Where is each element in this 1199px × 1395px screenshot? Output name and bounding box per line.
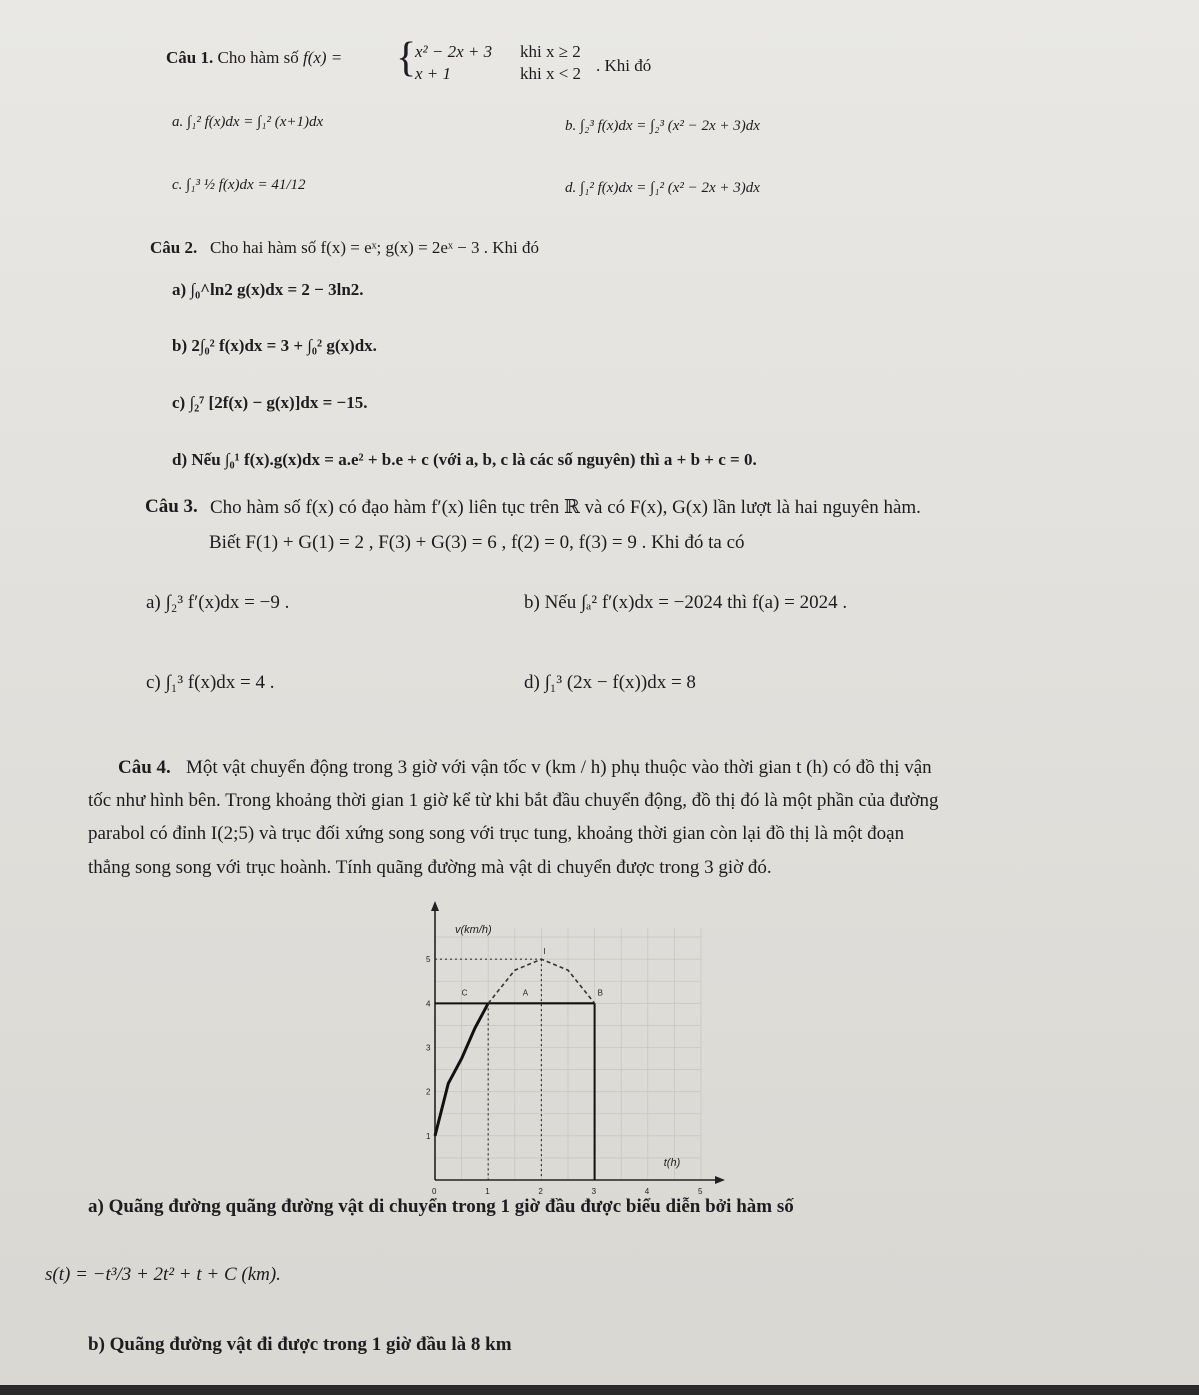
q4-line1-text: Một vật chuyển động trong 3 giờ với vận tốc v (km / h) phụ thuộc vào thời gian t (h) có đồ thị vận <box>186 757 932 778</box>
q2-stem <box>150 238 197 258</box>
y-tick-label: 3 <box>426 1043 431 1053</box>
velocity-chart <box>400 895 730 1210</box>
y-tick-label: 1 <box>426 1131 431 1141</box>
y-tick-label: 5 <box>426 955 431 965</box>
q2-title: Câu 2. <box>150 238 198 257</box>
q3-stem2: Biết F(1) + G(1) = 2 , F(3) + G(3) = 6 , f(2) = 0, f(3) = 9 . Khi đó ta có <box>209 532 745 553</box>
q4-option-a2: s(t) = −t³/3 + 2t² + t + C (km). <box>45 1264 281 1285</box>
point-label-C: C <box>461 988 468 998</box>
q1-option-c: c. ∫₁³ ½ f(x)dx = 41/12 <box>172 177 306 193</box>
q2-option-d: d) Nếu ∫₀¹ f(x).g(x)dx = a.e² + b.e + c (với a, b, c là các số nguyên) thì a + b + c = 0. <box>172 450 757 469</box>
chart-axes <box>431 901 725 1184</box>
q2-option-c: c) ∫₂⁷ [2f(x) − g(x)]dx = −15. <box>172 393 368 412</box>
x-tick-label: 3 <box>591 1187 597 1196</box>
q1-stem-suffix: . Khi đó <box>596 56 652 75</box>
q1-fx: f(x) = <box>302 48 343 67</box>
q4-line1 <box>118 757 171 779</box>
y-axis-arrow <box>431 901 439 911</box>
q1-brace: { <box>396 35 417 81</box>
y-axis-label: v(km/h) <box>455 924 492 936</box>
point-label-A: A <box>522 988 529 998</box>
x-tick-label: 0 <box>432 1187 437 1196</box>
q2-option-b: b) 2∫₀² f(x)dx = 3 + ∫₀² g(x)dx. <box>172 336 377 355</box>
q1-case1-expr: x² − 2x + 3 <box>415 42 493 61</box>
q3-title: Câu 3. <box>145 496 198 517</box>
point-label-B: B <box>597 988 603 998</box>
q1-option-b: b. ∫₂³ f(x)dx = ∫₂³ (x² − 2x + 3)dx <box>565 118 760 134</box>
x-axis-label: t(h) <box>663 1157 681 1169</box>
q2-stem-text: Cho hai hàm số f(x) = eˣ; g(x) = 2eˣ − 3 . Khi đó <box>210 238 539 257</box>
x-tick-label: 1 <box>485 1187 490 1196</box>
x-tick-label: 5 <box>698 1187 703 1196</box>
point-label-I: I <box>543 947 546 957</box>
q2-option-a: a) ∫₀^ln2 g(x)dx = 2 − 3ln2. <box>172 280 364 299</box>
x-axis-arrow <box>715 1176 725 1184</box>
q1-option-a: a. ∫₁² f(x)dx = ∫₁² (x+1)dx <box>172 114 324 130</box>
q4-title: Câu 4. <box>118 757 171 778</box>
q1-option-d: d. ∫₁² f(x)dx = ∫₁² (x² − 2x + 3)dx <box>565 180 760 196</box>
x-tick-label: 4 <box>644 1187 650 1196</box>
q3-option-a: a) ∫₂³ f′(x)dx = −9 . <box>146 592 290 613</box>
q4-line3: parabol có đỉnh I(2;5) và trục đối xứng song song với trục tung, khoảng thời gian còn lại đồ thị là một đoạn <box>88 823 905 844</box>
q3-option-c: c) ∫₁³ f(x)dx = 4 . <box>146 672 275 693</box>
q1-stem-prefix: Cho hàm số <box>217 48 299 67</box>
y-tick-label: 4 <box>426 999 431 1009</box>
q4-line4: thẳng song song với trục hoành. Tính quãng đường mà vật di chuyển được trong 3 giờ đó. <box>88 857 772 878</box>
q3-option-d: d) ∫₁³ (2x − f(x))dx = 8 <box>524 672 696 693</box>
q3-stem <box>145 496 198 518</box>
q4-line2: tốc như hình bên. Trong khoảng thời gian 1 giờ kể từ khi bắt đầu chuyển động, đồ thị đó là một phần của đường <box>88 790 939 811</box>
q1-stem <box>166 48 342 68</box>
q1-case1-cond: khi x ≥ 2 <box>520 42 581 61</box>
q3-option-b: b) Nếu ∫ₐ² f′(x)dx = −2024 thì f(a) = 2024 . <box>524 592 848 613</box>
chart-labels <box>426 924 703 1196</box>
q3-stem-text: Cho hàm số f(x) có đạo hàm f′(x) liên tục trên ℝ và có F(x), G(x) lần lượt là hai nguyên hàm. <box>210 497 921 518</box>
bottom-edge <box>0 1385 1199 1395</box>
q4-option-b: b) Quãng đường vật đi được trong 1 giờ đầu là 8 km <box>88 1334 512 1355</box>
q1-case2-expr: x + 1 <box>415 64 452 83</box>
x-tick-label: 2 <box>538 1187 543 1196</box>
q1-case2-cond: khi x < 2 <box>520 64 582 83</box>
y-tick-label: 2 <box>426 1087 431 1097</box>
chart-grid <box>435 928 701 1180</box>
q1-title: Câu 1. <box>166 48 214 67</box>
q4-option-a1: a) Quãng đường quãng đường vật di chuyển trong 1 giờ đầu được biểu diễn bởi hàm số <box>88 1196 794 1217</box>
